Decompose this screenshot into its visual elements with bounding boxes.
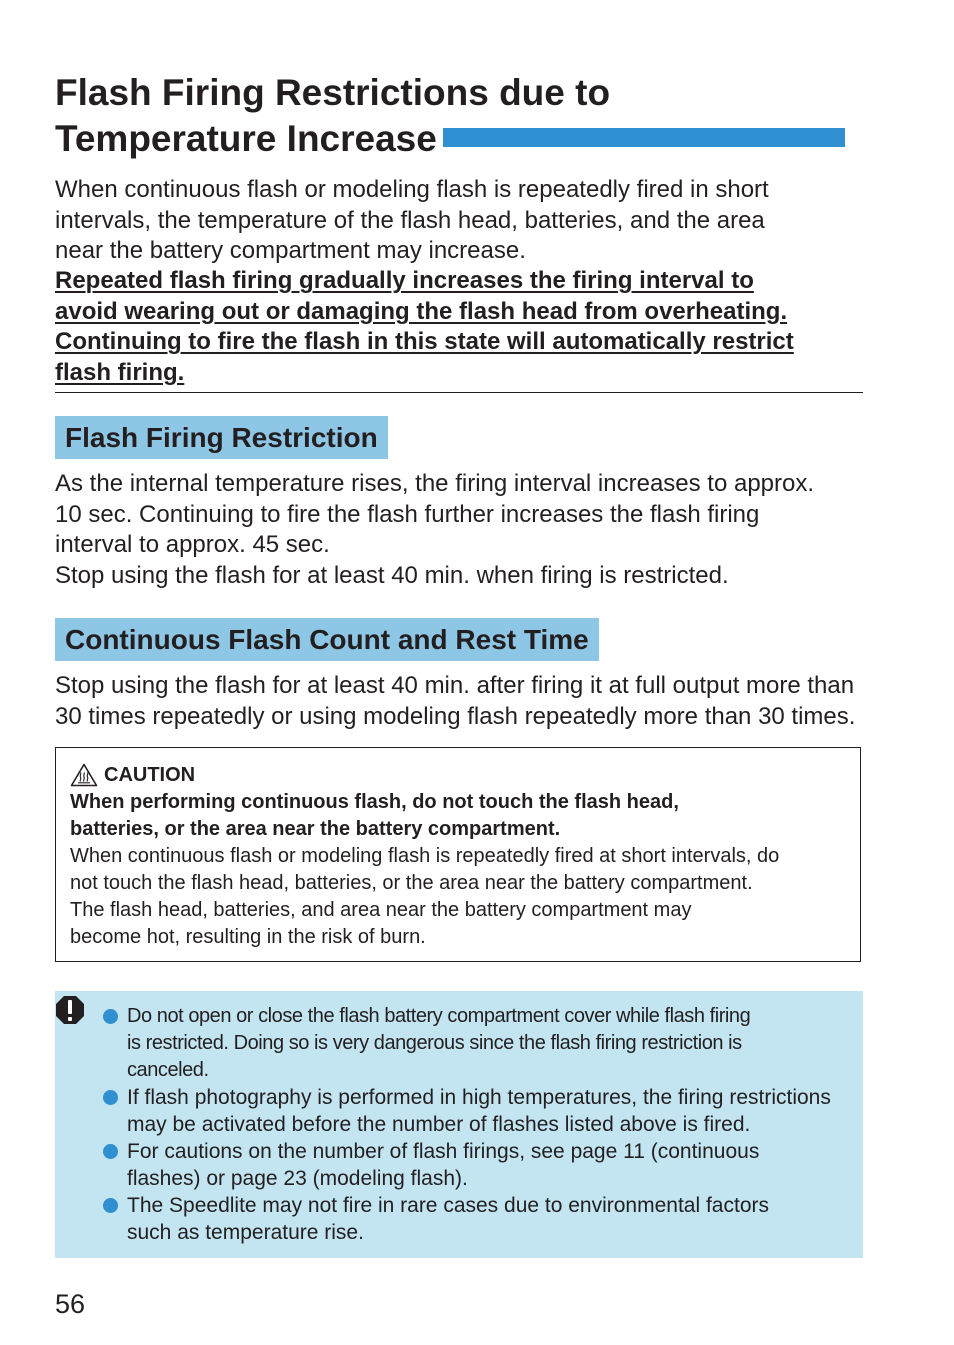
bullet-icon <box>103 1144 118 1159</box>
page-title <box>55 70 875 162</box>
section-2-paragraph <box>55 671 885 732</box>
caution-bold-line: When performing continuous flash, do not touch the flash head, <box>70 791 679 813</box>
page-number: 56 <box>55 1289 86 1319</box>
intro-paragraph <box>55 175 875 267</box>
caution-bold-text <box>70 789 850 843</box>
title-line-1: Flash Firing Restrictions due to <box>55 72 611 113</box>
important-exclamation-icon <box>55 994 85 1026</box>
section-1-line: Stop using the flash for at least 40 min. when firing is restricted. <box>55 561 729 589</box>
note-line: The Speedlite may not fire in rare cases due to environmental factors <box>127 1194 769 1217</box>
title-line-2: Temperature Increase <box>55 118 437 159</box>
caution-bold-line: batteries, or the area near the battery compartment. <box>70 818 561 840</box>
notes-list <box>103 1003 863 1246</box>
caution-label: CAUTION <box>104 764 196 786</box>
emphasis-line: flash firing. <box>55 358 185 386</box>
emphasis-line: avoid wearing out or damaging the flash head from overheating. <box>55 297 788 325</box>
caution-header <box>70 762 195 788</box>
title-accent-bar <box>443 128 845 147</box>
note-line: If flash photography is performed in high temperatures, the firing restrictions <box>127 1086 831 1109</box>
caution-body-line: The flash head, batteries, and area near the battery compartment may <box>70 899 692 921</box>
caution-body-text <box>70 843 855 951</box>
caution-body-line: not touch the flash head, batteries, or the area near the battery compartment. <box>70 872 753 894</box>
list-item <box>103 1192 863 1246</box>
intro-line: When continuous flash or modeling flash is repeatedly fired in short <box>55 176 769 203</box>
section-1-line: As the internal temperature rises, the firing interval increases to approx. <box>55 470 815 497</box>
note-line: is restricted. Doing so is very dangerous since the flash firing restriction is <box>127 1032 742 1054</box>
note-line: flashes) or page 23 (modeling flash). <box>127 1167 468 1190</box>
hot-surface-warning-icon <box>70 763 98 787</box>
section-1-line: interval to approx. 45 sec. <box>55 531 330 558</box>
intro-line: near the battery compartment may increase. <box>55 237 526 264</box>
section-1-line: 10 sec. Continuing to fire the flash further increases the flash firing <box>55 500 760 528</box>
list-item <box>103 1084 863 1138</box>
section-2-line: 30 times repeatedly or using modeling flash repeatedly more than 30 times. <box>55 702 856 730</box>
section-1-paragraph <box>55 469 885 591</box>
bullet-icon <box>103 1009 118 1024</box>
section-heading-continuous-flash-count: Continuous Flash Count and Rest Time <box>55 618 599 661</box>
note-line: For cautions on the number of flash firings, see page 11 (continuous <box>127 1140 760 1163</box>
note-line: such as temperature rise. <box>127 1221 364 1244</box>
bullet-icon <box>103 1198 118 1213</box>
emphasis-line: Repeated flash firing gradually increases the firing interval to <box>55 267 754 294</box>
notes-box <box>55 991 863 1258</box>
caution-body-line: When continuous flash or modeling flash is repeatedly fired at short intervals, do <box>70 845 780 867</box>
list-item <box>103 1138 863 1192</box>
bullet-icon <box>103 1090 118 1105</box>
caution-body-line: become hot, resulting in the risk of burn. <box>70 926 426 948</box>
section-divider <box>55 392 863 393</box>
list-item <box>103 1003 863 1084</box>
emphasis-line: Continuing to fire the flash in this state will automatically restrict <box>55 328 794 355</box>
note-line: may be activated before the number of flashes listed above is fired. <box>127 1113 751 1136</box>
intro-line: intervals, the temperature of the flash head, batteries, and the area <box>55 206 765 234</box>
note-line: canceled. <box>127 1059 209 1081</box>
caution-box <box>55 747 861 962</box>
note-line: Do not open or close the flash battery compartment cover while flash firing <box>127 1005 751 1027</box>
emphasis-paragraph <box>55 266 863 388</box>
section-heading-flash-firing-restriction: Flash Firing Restriction <box>55 416 388 459</box>
section-2-line: Stop using the flash for at least 40 min. after firing it at full output more than <box>55 672 855 699</box>
